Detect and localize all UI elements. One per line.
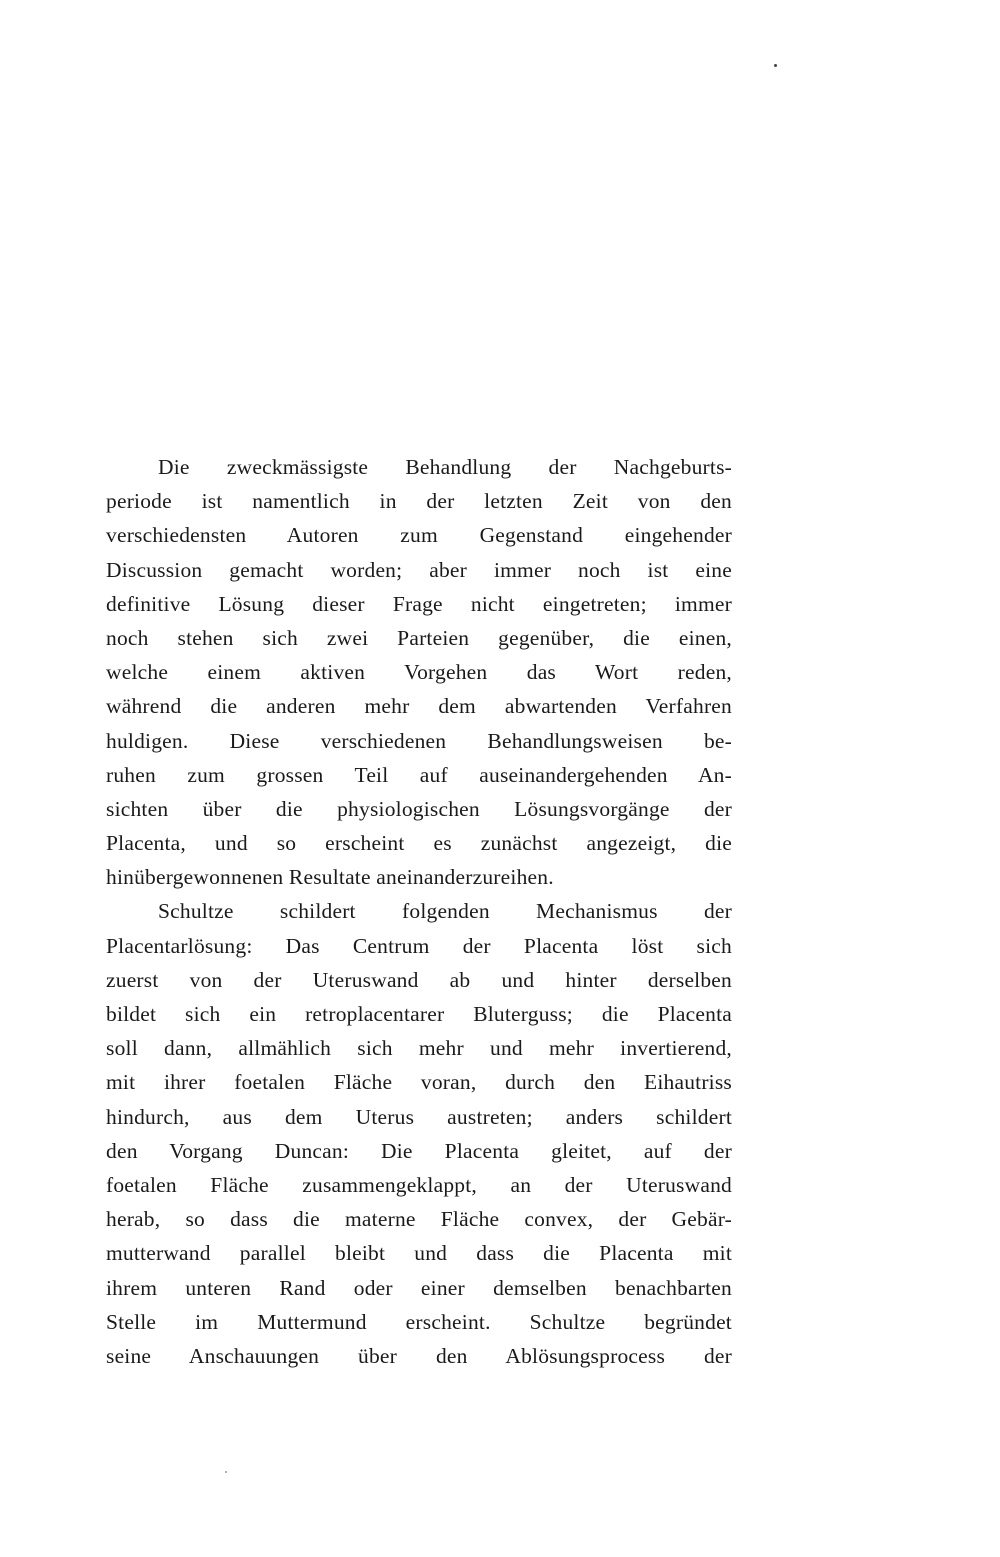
text-line: hindurch, aus dem Uterus austreten; anders schildert [106, 1104, 732, 1129]
text-line: mutterwand parallel bleibt und dass die Placenta mit [106, 1241, 732, 1266]
text-line: während die anderen mehr dem abwartenden Verfahren [106, 694, 732, 719]
scan-speck [225, 1471, 227, 1473]
text-line: seine Anschauungen über den Ablösungsprocess der [106, 1343, 732, 1368]
text-line: welche einem aktiven Vorgehen das Wort reden, [106, 660, 732, 685]
text-line: huldigen. Diese verschiedenen Behandlungsweisen be- [106, 728, 732, 753]
text-line: mit ihrer foetalen Fläche voran, durch den Eihautriss [106, 1070, 732, 1095]
paragraph-2 [106, 894, 732, 1373]
text-line: Schultze schildert folgenden Mechanismus der [158, 899, 732, 924]
scan-speck [774, 64, 777, 67]
text-line: periode ist namentlich in der letzten Zeit von den [106, 489, 732, 514]
text-line: ruhen zum grossen Teil auf auseinandergehenden An- [106, 762, 732, 787]
text-line: noch stehen sich zwei Parteien gegenüber, die einen, [106, 625, 732, 650]
text-line: zuerst von der Uteruswand ab und hinter derselben [106, 967, 732, 992]
text-line: hinübergewonnenen Resultate aneinanderzureihen. [106, 865, 554, 890]
text-line: Stelle im Muttermund erscheint. Schultze begründet [106, 1309, 732, 1334]
text-line: sichten über die physiologischen Lösungsvorgänge der [106, 796, 732, 821]
text-line: foetalen Fläche zusammengeklappt, an der Uteruswand [106, 1172, 732, 1197]
paragraph-1 [106, 450, 732, 894]
text-line: verschiedensten Autoren zum Gegenstand eingehender [106, 523, 732, 548]
text-line: Discussion gemacht worden; aber immer noch ist eine [106, 557, 732, 582]
text-line: herab, so dass die materne Fläche convex, der Gebär- [106, 1207, 732, 1232]
text-line: definitive Lösung dieser Frage nicht eingetreten; immer [106, 591, 732, 616]
text-line: Die zweckmässigste Behandlung der Nachgeburts- [158, 455, 732, 479]
text-line: ihrem unteren Rand oder einer demselben benachbarten [106, 1275, 732, 1300]
text-line: Placentarlösung: Das Centrum der Placenta löst sich [106, 933, 732, 958]
text-line: soll dann, allmählich sich mehr und mehr invertierend, [106, 1036, 732, 1061]
body-text [106, 450, 732, 1373]
text-line: bildet sich ein retroplacentarer Bluterguss; die Placenta [106, 1002, 732, 1026]
text-line: den Vorgang Duncan: Die Placenta gleitet, auf der [106, 1138, 732, 1163]
text-line: Placenta, und so erscheint es zunächst angezeigt, die [106, 831, 732, 856]
